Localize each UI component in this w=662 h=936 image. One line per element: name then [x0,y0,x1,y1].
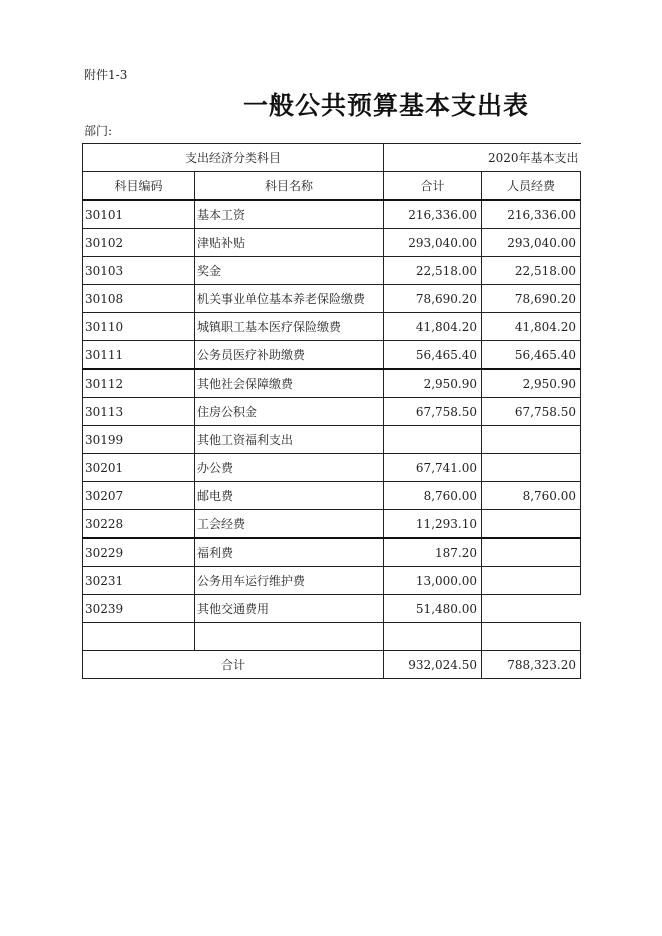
table-row [83,510,581,539]
row-total: 11,293.10 [384,510,482,539]
row-total [384,426,482,454]
table-row [83,285,581,313]
row-name: 住房公积金 [195,398,384,426]
row-code: 30108 [83,285,195,313]
row-name: 公务员医疗补助缴费 [195,341,384,370]
row-total: 293,040.00 [384,229,482,257]
table-row [83,200,581,229]
row-code: 30110 [83,313,195,341]
row-total: 56,465.40 [384,341,482,370]
row-name: 办公费 [195,454,384,482]
column-header-row [83,172,581,201]
table-row [83,426,581,454]
row-personnel: 78,690.20 [482,285,581,313]
row-personnel: 56,465.40 [482,341,581,370]
row-code: 30111 [83,341,195,370]
total-row [83,651,581,679]
row-personnel: 8,760.00 [482,482,581,510]
budget-table [82,143,581,679]
row-code: 30113 [83,398,195,426]
header-classification: 支出经济分类科目 [83,144,384,172]
table-row [83,313,581,341]
row-code: 30228 [83,510,195,539]
total-amount: 932,024.50 [384,651,482,679]
row-personnel: 2,950.90 [482,369,581,398]
row-total: 22,518.00 [384,257,482,285]
attachment-label: 附件1-3 [84,68,128,82]
row-name: 其他社会保障缴费 [195,369,384,398]
row-code: 30112 [83,369,195,398]
row-code: 30102 [83,229,195,257]
row-name: 津贴补贴 [195,229,384,257]
table-row [83,538,581,567]
col-header-personnel: 人员经费 [482,172,581,201]
table-row [83,567,581,595]
row-total: 8,760.00 [384,482,482,510]
row-personnel [482,567,581,595]
col-header-name: 科目名称 [195,172,384,201]
table-row [83,257,581,285]
row-personnel: 293,040.00 [482,229,581,257]
row-name: 公务用车运行维护费 [195,567,384,595]
department-label: 部门: [84,124,113,138]
group-header-row [83,144,581,172]
row-personnel [482,538,581,567]
col-header-total: 合计 [384,172,482,201]
table-row [83,229,581,257]
row-personnel [482,595,581,623]
col-header-code: 科目编码 [83,172,195,201]
row-total: 78,690.20 [384,285,482,313]
row-code: 30207 [83,482,195,510]
table-row [83,482,581,510]
row-name: 工会经费 [195,510,384,539]
row-total: 67,758.50 [384,398,482,426]
row-name: 基本工资 [195,200,384,229]
row-code: 30229 [83,538,195,567]
row-total [384,623,482,651]
row-total: 13,000.00 [384,567,482,595]
row-code: 30199 [83,426,195,454]
row-personnel [482,454,581,482]
row-name: 其他交通费用 [195,595,384,623]
row-total: 51,480.00 [384,595,482,623]
row-code [83,623,195,651]
row-personnel: 216,336.00 [482,200,581,229]
row-total: 67,741.00 [384,454,482,482]
row-name: 机关事业单位基本养老保险缴费 [195,285,384,313]
row-personnel: 22,518.00 [482,257,581,285]
table-row [83,623,581,651]
row-name: 城镇职工基本医疗保险缴费 [195,313,384,341]
row-code: 30101 [83,200,195,229]
row-personnel: 41,804.20 [482,313,581,341]
row-total: 41,804.20 [384,313,482,341]
table-row [83,341,581,370]
table-row [83,454,581,482]
table-row [83,595,581,623]
row-total: 2,950.90 [384,369,482,398]
table-row [83,398,581,426]
row-personnel: 67,758.50 [482,398,581,426]
row-code: 30231 [83,567,195,595]
row-name: 邮电费 [195,482,384,510]
row-code: 30103 [83,257,195,285]
total-label: 合计 [83,651,384,679]
row-name: 奖金 [195,257,384,285]
row-total: 216,336.00 [384,200,482,229]
row-personnel [482,623,581,651]
row-code: 30201 [83,454,195,482]
row-personnel [482,426,581,454]
total-personnel: 788,323.20 [482,651,581,679]
row-name: 福利费 [195,538,384,567]
page-title: 一般公共预算基本支出表 [242,91,529,120]
header-year-basic: 2020年基本支出 [384,144,581,172]
row-personnel [482,510,581,539]
row-name: 其他工资福利支出 [195,426,384,454]
table-row [83,369,581,398]
row-total: 187.20 [384,538,482,567]
row-code: 30239 [83,595,195,623]
row-name [195,623,384,651]
